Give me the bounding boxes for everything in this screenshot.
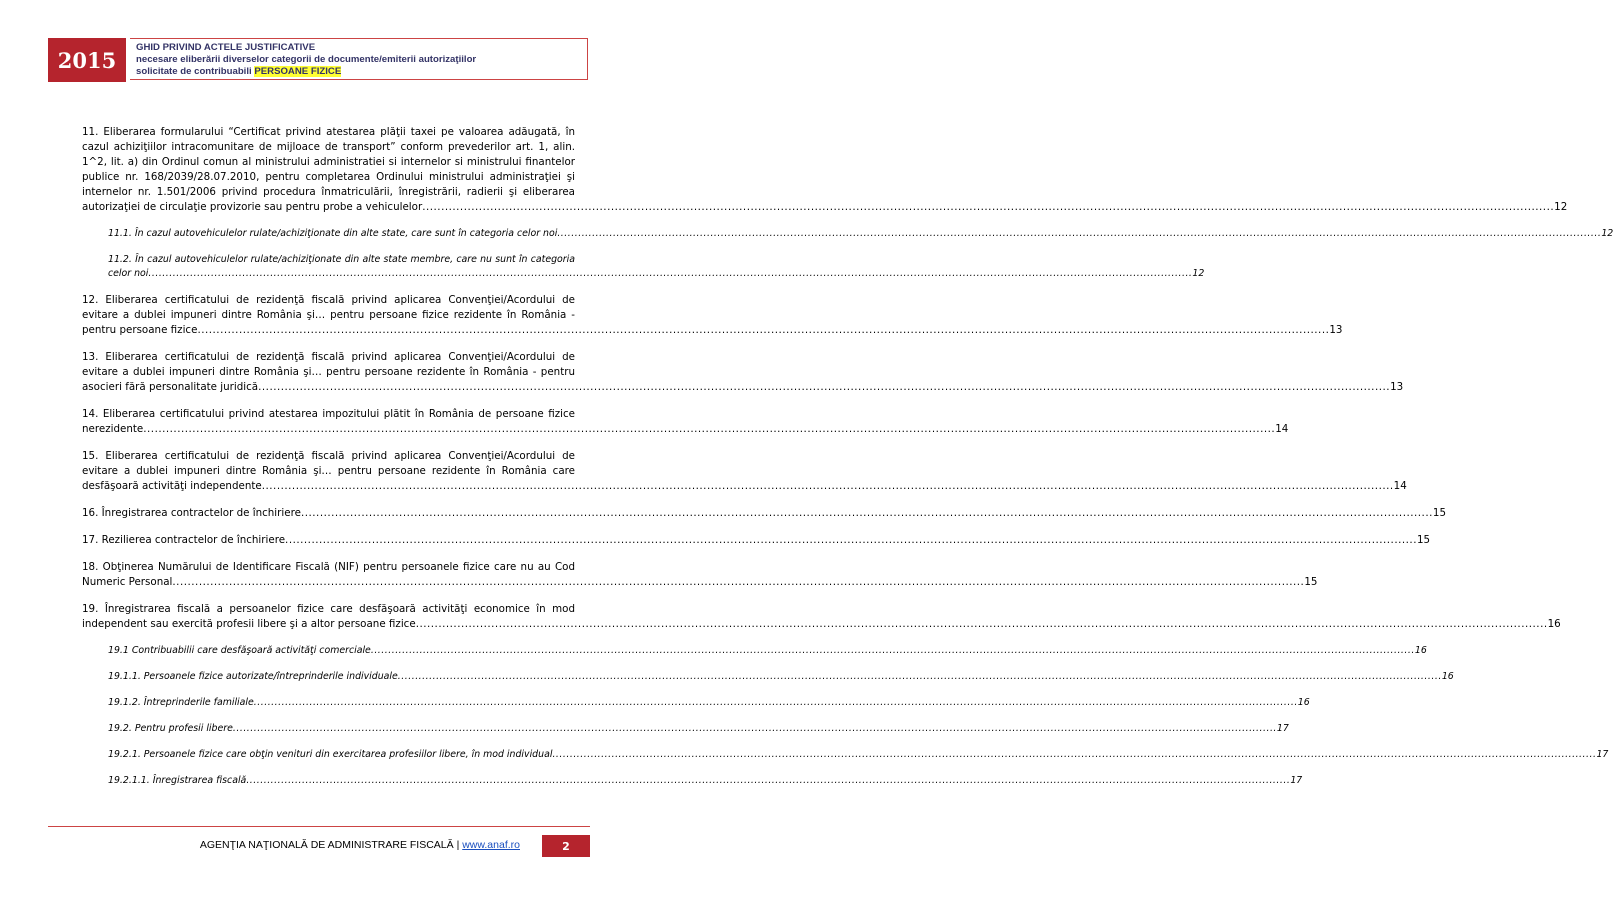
toc-dot-leader: ............................................................................................................................................................................................................................................................................................................ [397,671,1442,682]
page-footer [48,835,590,857]
toc-entry-title: autorizaţiei de circulaţie provizorie sau pentru probe a vehiculelor [82,201,423,213]
toc-entry-title: celor noi [108,268,149,279]
toc-entry-leader-line [108,267,1205,281]
toc-dot-leader: ............................................................................................................................................................................................................................................................................................................ [261,480,1394,492]
toc-entry[interactable] [82,560,1318,590]
toc-entry[interactable] [82,449,1407,494]
toc-entry-leader-line [108,774,1303,788]
toc-entry-leader-line [82,380,1404,395]
header-line-3 [136,66,587,78]
toc-entry-title: asocieri fără personalitate juridică [82,381,259,393]
toc-page-number: 14 [1275,423,1289,435]
toc-page-number: 15 [1304,576,1318,588]
toc-dot-leader: ............................................................................................................................................................................................................................................................................................................ [415,618,1548,630]
toc-entry[interactable] [82,407,1289,437]
toc-dot-leader: ............................................................................................................................................................................................................................................................................................................ [422,201,1555,213]
toc-entry-title: 19.2.1.1. Înregistrarea fiscală [108,775,247,786]
toc-subentry[interactable] [108,670,1454,684]
toc-entry-text: 18. Obţinerea Numărului de Identificare Fiscală (NIF) pentru persoanele fizice care nu au Cod [82,561,575,573]
toc-entry-text: 19. Înregistrarea fiscală a persoanelor fizice care desfăşoară activităţi economice în mod [82,603,575,615]
toc-entry-leader-line [108,748,1609,762]
toc-page-number: 17 [1276,723,1289,734]
toc-entry-title: 19.1.1. Persoanele fizice autorizate/întreprinderile individuale [108,671,398,682]
toc-subentry[interactable] [108,644,1427,658]
toc-dot-leader: ............................................................................................................................................................................................................................................................................................................ [370,645,1415,656]
toc-subentry[interactable] [108,227,1613,241]
toc-entry-leader-line [82,422,1289,437]
toc-entry[interactable] [82,602,1561,632]
toc-page-number: 16 [1441,671,1454,682]
toc-subentry[interactable] [108,696,1310,710]
toc-dot-leader: ............................................................................................................................................................................................................................................................................................................ [285,534,1417,546]
toc-entry-text: 13. Eliberarea certificatului de rezidenţă fiscală privind aplicarea Convenţiei/Acordului de evitare a dublei impuneri dintre România şi… pentru persoane rezidente în România - pentru [82,351,575,378]
toc-entry-leader-line [82,323,1343,338]
toc-entry[interactable] [82,350,1404,395]
toc-page-number: 16 [1414,645,1427,656]
toc-dot-leader: ............................................................................................................................................................................................................................................................................................................ [148,268,1193,279]
toc-page-number: 13 [1329,324,1343,336]
toc-entry-text: 14. Eliberarea certificatului privind atestarea impozitului plătit în România de persoane fizice [82,408,575,420]
toc-entry-leader-line [108,696,1310,710]
toc-page-number: 13 [1390,381,1404,393]
header-line-3-prefix: solicitate de contribuabili [136,66,255,77]
footer-agency: AGENŢIA NAŢIONALĂ DE ADMINISTRARE FISCALĂ | [199,839,460,851]
toc-page-number: 12 [1554,201,1568,213]
footer-divider [48,826,590,827]
toc-entry-text: 15. Eliberarea certificatului de rezidenţă fiscală privind aplicarea Convenţiei/Acordului de evitare a dublei impuneri dintre România şi… pentru persoane rezidente în România care [82,450,575,477]
header-title [130,38,588,80]
toc-dot-leader: ............................................................................................................................................................................................................................................................................................................ [197,324,1330,336]
toc-dot-leader: ............................................................................................................................................................................................................................................................................................................ [172,576,1305,588]
header-line-1: GHID PRIVIND ACTELE JUSTIFICATIVE [136,42,316,53]
toc-entry-title: 11.1. În cazul autovehiculelor rulate/achiziţionate din alte state, care sunt în categoria celor noi [108,228,558,239]
toc-entry-text: 11. Eliberarea formularului “Certificat privind atestarea plăţii taxei pe valoarea adăugată, în cazul achiziţiilor intracomunitare de mijloace de transport” conform prevederilor art. 1, alin. 1^2, lit. a) din Ordinul comun al ministrului administratiei si internelor si ministrului finantelor publice nr. 168/2039/28.07.2010, pentru completarea Ordinului ministrului administraţiei şi internelor nr. 1.501/2006 privind procedura înmatriculării, înregistrării, radierii şi eliberarea [82,126,575,198]
toc-entry-leader-line [82,506,1446,521]
toc-entry[interactable] [82,125,1568,215]
toc-entry-leader-line [82,533,1431,548]
header-line-2: necesare eliberării diverselor categorii de documente/emiterii autorizaţiilor [136,54,477,65]
toc-entry-title: pentru persoane fizice [82,324,198,336]
table-of-contents [82,125,1613,800]
toc-entry-title: 19.2. Pentru profesii libere [108,723,233,734]
toc-dot-leader: ............................................................................................................................................................................................................................................................................................................ [557,228,1602,239]
toc-entry-text: 11.2. În cazul autovehiculelor rulate/achiziţionate din alte state membre, care nu sunt în categoria [108,254,575,265]
toc-dot-leader: ............................................................................................................................................................................................................................................................................................................ [246,775,1291,786]
year-badge: 2015 [48,38,126,82]
toc-entry-leader-line [82,200,1568,215]
toc-entry-title: 19.1.2. Întreprinderile familiale [108,697,254,708]
toc-dot-leader: ............................................................................................................................................................................................................................................................................................................ [300,507,1433,519]
footer-url-link[interactable]: www.anaf.ro [462,839,520,851]
toc-subentry[interactable] [108,253,1205,281]
toc-entry-title: 16. Înregistrarea contractelor de închiriere [82,507,301,519]
toc-dot-leader: ............................................................................................................................................................................................................................................................................................................ [552,749,1597,760]
toc-entry-title: desfăşoară activităţi independente [82,480,262,492]
toc-entry-title: 19.1 Contribuabilii care desfăşoară activităţi comerciale [108,645,371,656]
toc-entry-leader-line [82,617,1561,632]
toc-page-number: 14 [1393,480,1407,492]
toc-entry[interactable] [82,533,1431,548]
toc-entry-leader-line [108,670,1454,684]
toc-dot-leader: ............................................................................................................................................................................................................................................................................................................ [258,381,1391,393]
toc-entry-title: Numeric Personal [82,576,173,588]
toc-entry-title: nerezidente [82,423,144,435]
toc-subentry[interactable] [108,722,1289,736]
toc-page-number: 15 [1416,534,1431,546]
toc-dot-leader: ............................................................................................................................................................................................................................................................................................................ [232,723,1277,734]
toc-dot-leader: ............................................................................................................................................................................................................................................................................................................ [143,423,1276,435]
toc-entry-title: independent sau exercită profesii libere şi a altor persoane fizice [82,618,416,630]
toc-entry-leader-line [82,479,1407,494]
page-header [48,38,590,82]
toc-page-number: 16 [1297,697,1310,708]
toc-page-number: 12 [1601,228,1613,239]
toc-subentry[interactable] [108,748,1609,762]
footer-text [200,839,520,851]
toc-entry-title: 17. Rezilierea contractelor de închiriere [82,534,286,546]
toc-dot-leader: ............................................................................................................................................................................................................................................................................................................ [253,697,1298,708]
toc-page-number: 17 [1596,749,1609,760]
toc-entry[interactable] [82,293,1343,338]
toc-entry-text: 12. Eliberarea certificatului de rezidenţă fiscală privind aplicarea Convenţiei/Acordului de evitare a dublei impuneri dintre România şi… pentru persoane fizice rezidente în România - [82,294,575,321]
toc-entry-leader-line [82,575,1318,590]
toc-entry-leader-line [108,722,1289,736]
page-number: 2 [542,835,590,857]
toc-entry-title: 19.2.1. Persoanele fizice care obţin venituri din exercitarea profesiilor libere, în mod individual [108,749,553,760]
toc-page-number: 15 [1432,507,1446,519]
toc-page-number: 12 [1192,268,1205,279]
toc-page-number: 17 [1290,775,1303,786]
toc-subentry[interactable] [108,774,1303,788]
toc-entry[interactable] [82,506,1446,521]
toc-page-number: 16 [1547,618,1561,630]
toc-entry-leader-line [108,227,1613,241]
header-highlight: PERSOANE FIZICE [254,66,342,77]
toc-entry-leader-line [108,644,1427,658]
